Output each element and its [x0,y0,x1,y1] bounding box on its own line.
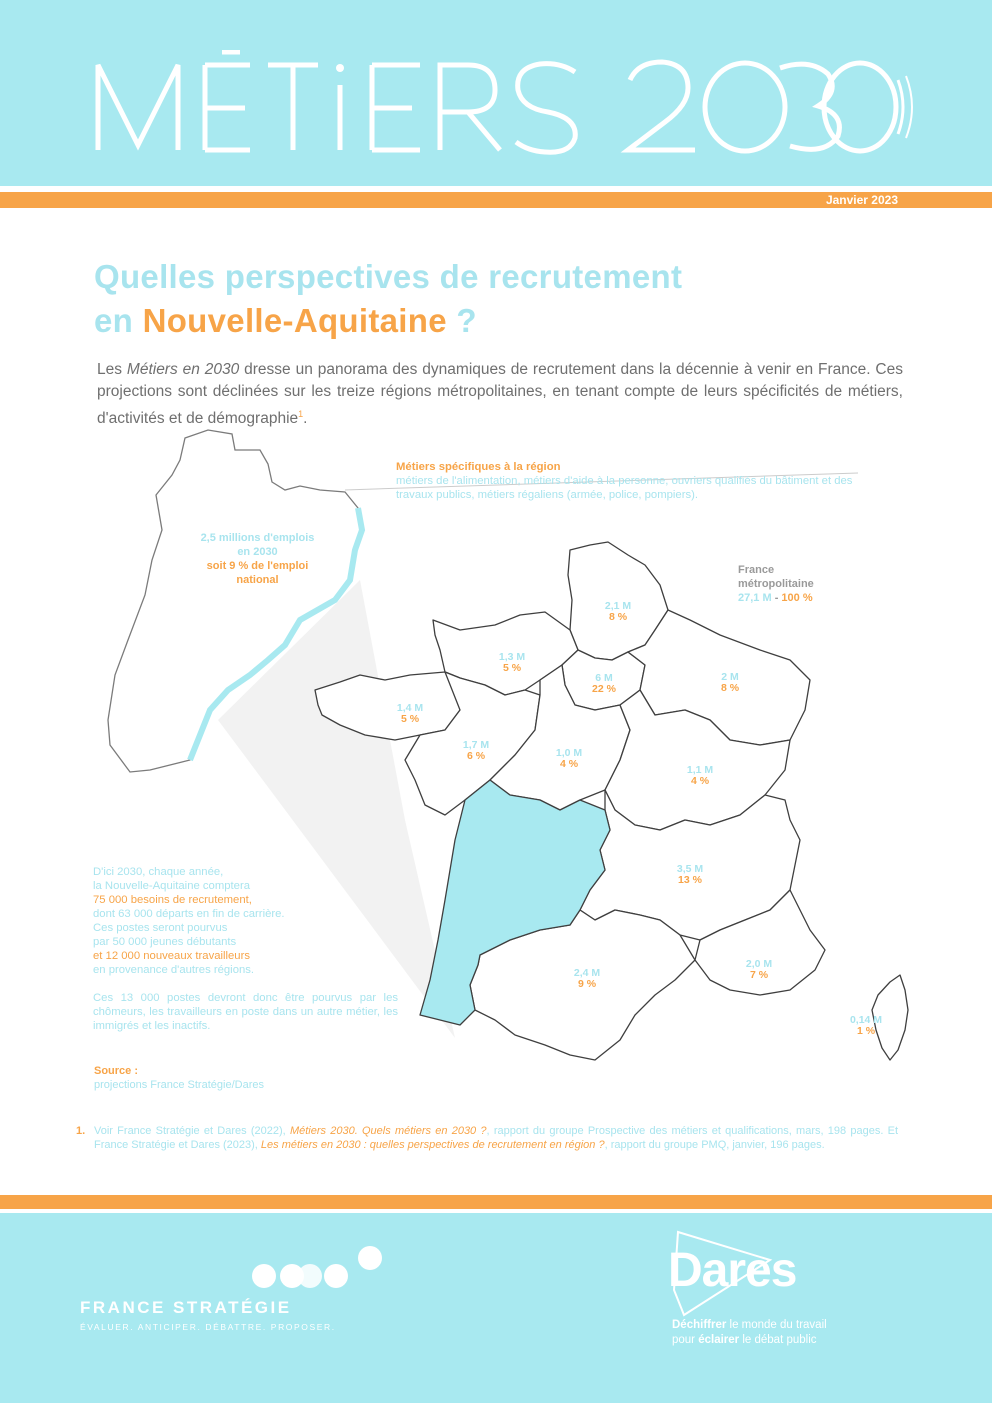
region-total-line-3: soit 9 % de l'emploi [206,560,309,572]
callout-text: métiers de l'alimentation, métiers d'aide à la personne, ouvriers qualifiés du bâtiment et des travaux publics, métiers régaliens (armée, police, pompiers). [396,475,853,501]
source-text: projections France Stratégie/Dares [94,1079,264,1091]
label-normandie: 1,3 M 5 % [498,651,526,674]
stats-paragraph-2: Ces 13 000 postes devront donc être pourvus par les chômeurs, les travailleurs en poste dans un autre métier, les immigrés et les inactifs. [93,992,398,1032]
label-corse: 0,14 M 1 % [849,1014,883,1037]
france-total-line-2: métropolitaine [738,578,814,590]
source-note [94,1064,264,1092]
source-label: Source : [94,1065,139,1077]
stats-line-1: D'ici 2030, chaque année, [93,866,224,878]
intro-note-ref[interactable]: 1 [298,409,304,419]
stats-line-5: Ces postes seront pourvus [93,922,228,934]
footnote [76,1124,898,1152]
specific-jobs-callout [396,460,856,502]
region-total-line-4: national [236,574,279,586]
stats-line-4: dont 63 000 départs en fin de carrière. [93,908,285,920]
label-auvergne-rhone-alpes: 3,5 M 13 % [676,863,704,886]
france-employment-total [738,563,814,605]
callout-title: Métiers spécifiques à la région [396,461,561,473]
stats-line-3: 75 000 besoins de recrutement, [93,894,252,906]
region-total-line-2: en 2030 [237,546,278,558]
dares-tagline-line-2: pour éclairer le débat public [672,1334,817,1346]
region-employment-total [150,531,365,587]
label-bretagne: 1,4 M 5 % [396,702,424,725]
intro-text-1: Les [97,361,127,378]
title-suffix: ? [446,302,477,339]
region-total-line-1: 2,5 millions d'emplois [200,532,315,544]
label-paca: 2,0 M 7 % [745,958,773,981]
france-strategie-logo-icon [248,1244,388,1294]
stats-line-8: en provenance d'autres régions. [93,964,255,976]
dares-name[interactable]: Dares [668,1244,797,1297]
intro-italic: Métiers en 2030 [126,361,240,378]
label-ile-de-france: 6 M 22 % [592,672,616,695]
dares-tagline [672,1318,827,1348]
france-total-line-3: 27,1 M - 100 % [738,592,813,604]
label-centre-val-de-loire: 1,0 M 4 % [555,747,583,770]
label-bourgogne-franche-comte: 1,1 M 4 % [686,764,714,787]
france-total-line-1: France [738,564,775,576]
metiers-2030-logo [90,50,920,165]
page-title [94,255,682,343]
intro-text-2: dresse un panorama des dynamiques de recrutement dans la décennie à venir en France. Ces projections sont déclinées sur les treize régions métropolitaines, en tenant compte de leurs spécificités de métiers, d'activités et de démographie [97,361,903,428]
footnote-ref-1[interactable]: Métiers 2030. Quels métiers en 2030 ? [289,1125,487,1137]
issue-date: Janvier 2023 [825,193,898,207]
label-occitanie: 2,4 M 9 % [573,967,601,990]
recruitment-stats [93,865,398,1033]
dares-tagline-line-1: Déchiffrer le monde du travail [672,1319,827,1331]
stats-line-2: la Nouvelle-Aquitaine comptera [93,880,250,892]
label-hauts-de-france: 2,1 M 8 % [604,600,632,623]
title-line-1: Quelles perspectives de recrutement [94,258,683,295]
france-strategie-name[interactable]: FRANCE STRATÉGIE [80,1298,292,1317]
title-line-2 [94,299,682,343]
footnote-text: Voir France Stratégie et Dares (2022), Métiers 2030. Quels métiers en 2030 ?, rapport du groupe Prospective des métiers et qualifications, mars, 198 pages. Et France Stratégie et Dares (2023), Les métiers en 2030 : quelles perspectives de recrutement en région ?, rapport du groupe PMQ, janvier, 196 pages. [94,1125,899,1151]
intro-end: . [303,410,308,428]
title-region: Nouvelle-Aquitaine [142,302,447,339]
stats-line-7: et 12 000 nouveaux travailleurs [93,950,251,962]
footnote-number: 1. [76,1125,86,1137]
stats-line-6: par 50 000 jeunes débutants [93,936,237,948]
label-grand-est: 2 M 8 % [720,671,740,694]
france-strategie-tagline: ÉVALUER. ANTICIPER. DÉBATTRE. PROPOSER. [80,1322,336,1332]
title-prefix: en [94,302,143,339]
label-pays-de-la-loire: 1,7 M 6 % [462,739,490,762]
bottom-orange-band [0,1195,992,1209]
footnote-ref-2[interactable]: Les métiers en 2030 : quelles perspectives de recrutement en région ? [260,1139,605,1151]
